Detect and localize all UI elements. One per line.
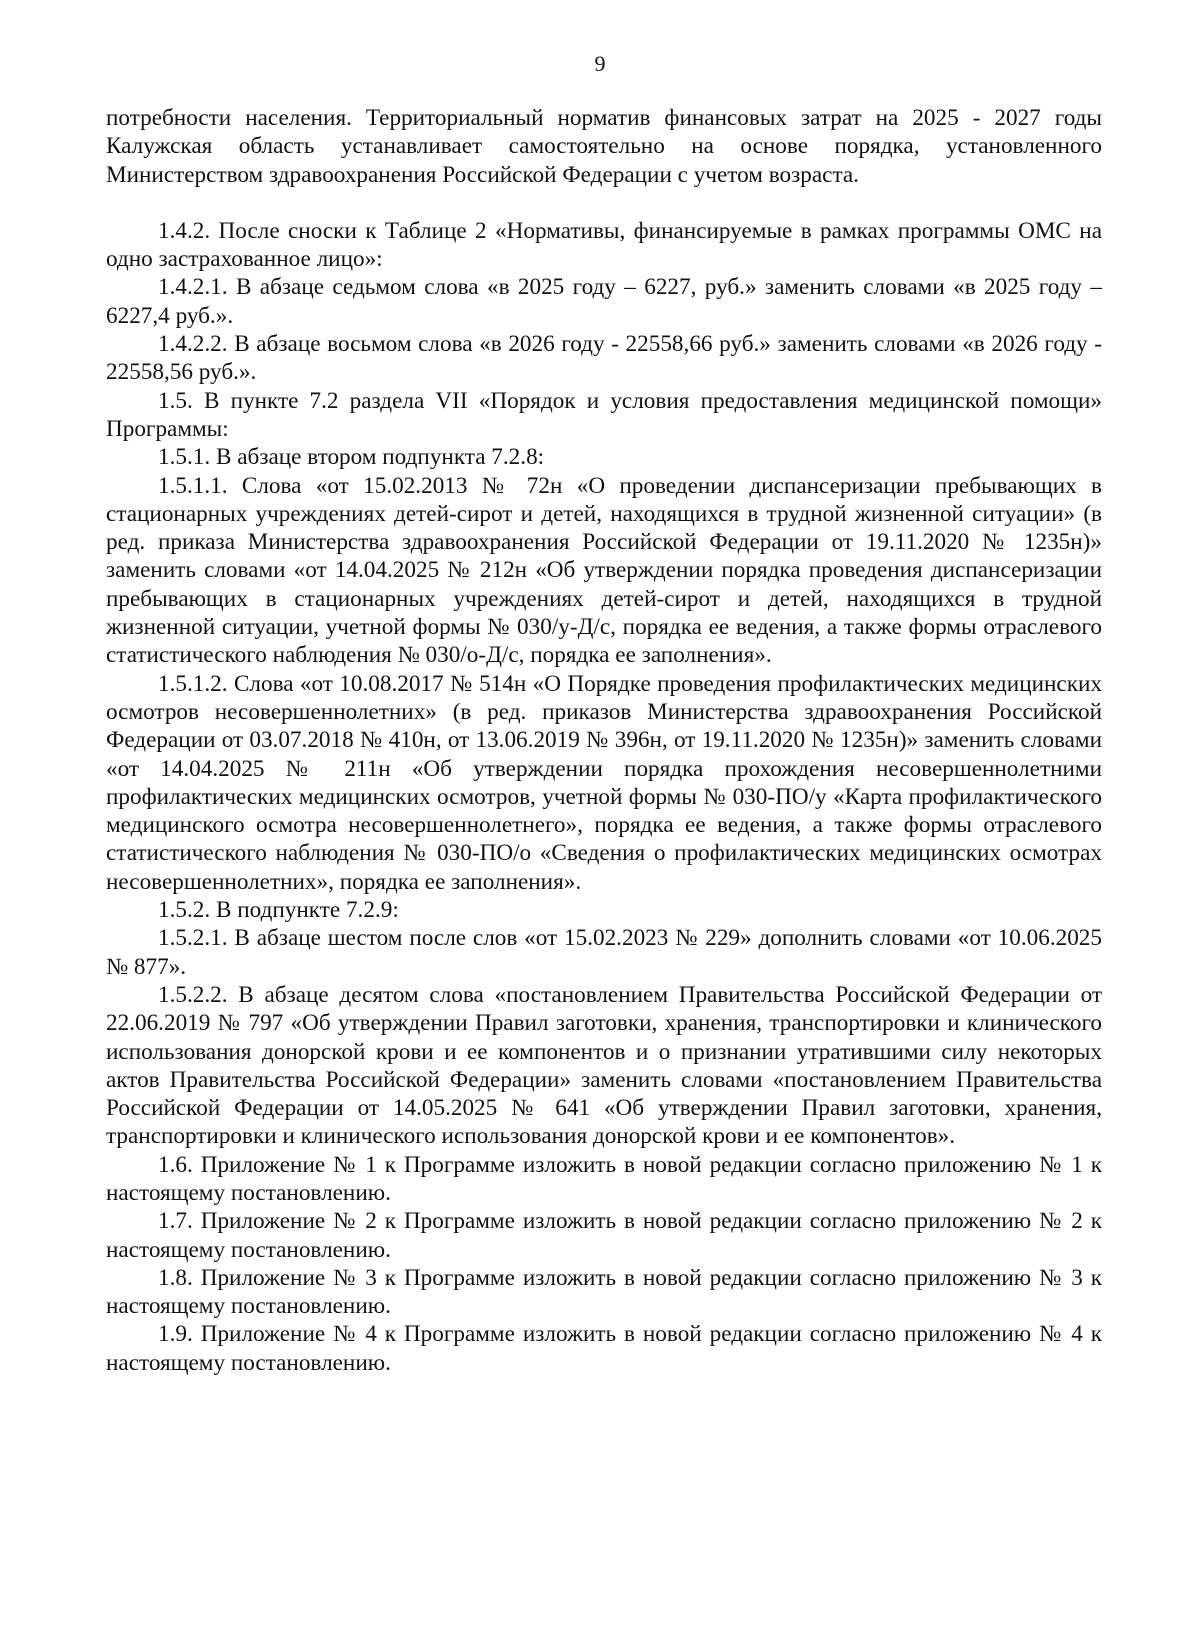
paragraph: 1.4.2. После сноски к Таблице 2 «Нормативы, финансируемые в рамках программы ОМС на одно застрахованное лицо»: (106, 217, 1102, 273)
document-body (106, 104, 1102, 1377)
paragraph-gap (106, 189, 1102, 217)
paragraph: 1.5.1. В абзаце втором подпункта 7.2.8: (158, 444, 545, 471)
paragraph: 1.6. Приложение № 1 к Программе изложить в новой редакции согласно приложению № 1 к настоящему постановлению. (106, 1151, 1102, 1206)
paragraph: 1.7. Приложение № 2 к Программе изложить в новой редакции согласно приложению № 2 к настоящему постановлению. (106, 1208, 1102, 1263)
paragraph: 1.9. Приложение № 4 к Программе изложить в новой редакции согласно приложению № 4 к настоящему постановлению. (106, 1321, 1102, 1376)
paragraph: 1.5.2. В подпункте 7.2.9: (158, 897, 399, 924)
paragraph: 1.5.2.2. В абзаце десятом слова «постановлением Правительства Российской Федерации от 22.06.2019 № 797 «Об утверждении Правил заготовки, хранения, транспортировки и клинического использования донорской крови и ее компонентов и о признании утратившими силу некоторых актов Правительства Российской Федерации» заменить словами «постановлением Правительства Российской Федерации от 14.05.2025 № 641 «Об утверждении Правил заготовки, хранения, транспортировки и клинического использования донорской крови и ее компонентов». (106, 981, 1102, 1150)
paragraph: 1.4.2.1. В абзаце седьмом слова «в 2025 году – 6227, руб.» заменить словами «в 2025 году – 6227,4 руб.». (106, 274, 1102, 329)
paragraph: 1.5.1.1. Слова «от 15.02.2013 № 72н «О проведении диспансеризации пребывающих в стационарных учреждениях детей-сирот и детей, находящихся в трудной жизненной ситуации» (в ред. приказа Министерства здравоохранения Российской Федерации от 19.11.2020 № 1235н)» заменить словами «от 14.04.2025 № 212н «Об утверждении порядка проведения диспансеризации пребывающих в стационарных учреждениях детей-сирот и детей, находящихся в трудной жизненной ситуации, учетной формы № 030/у-Д/с, порядка ее ведения, а также формы отраслевого статистического наблюдения № 030/о-Д/с, порядка ее заполнения». (106, 472, 1102, 669)
paragraph: 1.5.2.1. В абзаце шестом после слов «от 15.02.2023 № 229» дополнить словами «от 10.06.2025 № 877». (106, 925, 1102, 980)
paragraph: потребности населения. Территориальный норматив финансовых затрат на 2025 - 2027 годы Калужская область устанавливает самостоятельно на основе порядка, установленного Министерством здравоохранения Российской Федерации с учетом возраста. (106, 105, 1102, 188)
paragraph: 1.8. Приложение № 3 к Программе изложить в новой редакции согласно приложению № 3 к настоящему постановлению. (106, 1264, 1102, 1320)
paragraph: 1.5.1.2. Слова «от 10.08.2017 № 514н «О Порядке проведения профилактических медицинских осмотров несовершеннолетних» (в ред. приказов Министерства здравоохранения Российской Федерации от 03.07.2018 № 410н, от 13.06.2019 № 396н, от 19.11.2020 № 1235н)» заменить словами «от 14.04.2025 № 211н «Об утверждении порядка прохождения несовершеннолетними профилактических медицинских осмотров, учетной формы № 030-ПО/у «Карта профилактического медицинского осмотра несовершеннолетнего», порядка ее ведения, а также формы отраслевого статистического наблюдения № 030-ПО/о «Сведения о профилактических медицинских осмотрах несовершеннолетних», порядка ее заполнения». (106, 670, 1102, 895)
page-number: 9 (594, 51, 606, 76)
paragraph: 1.4.2.2. В абзаце восьмом слова «в 2026 году - 22558,66 руб.» заменить словами «в 2026 году - 22558,56 руб.». (106, 331, 1102, 386)
paragraph: 1.5. В пункте 7.2 раздела VII «Порядок и условия предоставления медицинской помощи» Программы: (106, 387, 1102, 442)
